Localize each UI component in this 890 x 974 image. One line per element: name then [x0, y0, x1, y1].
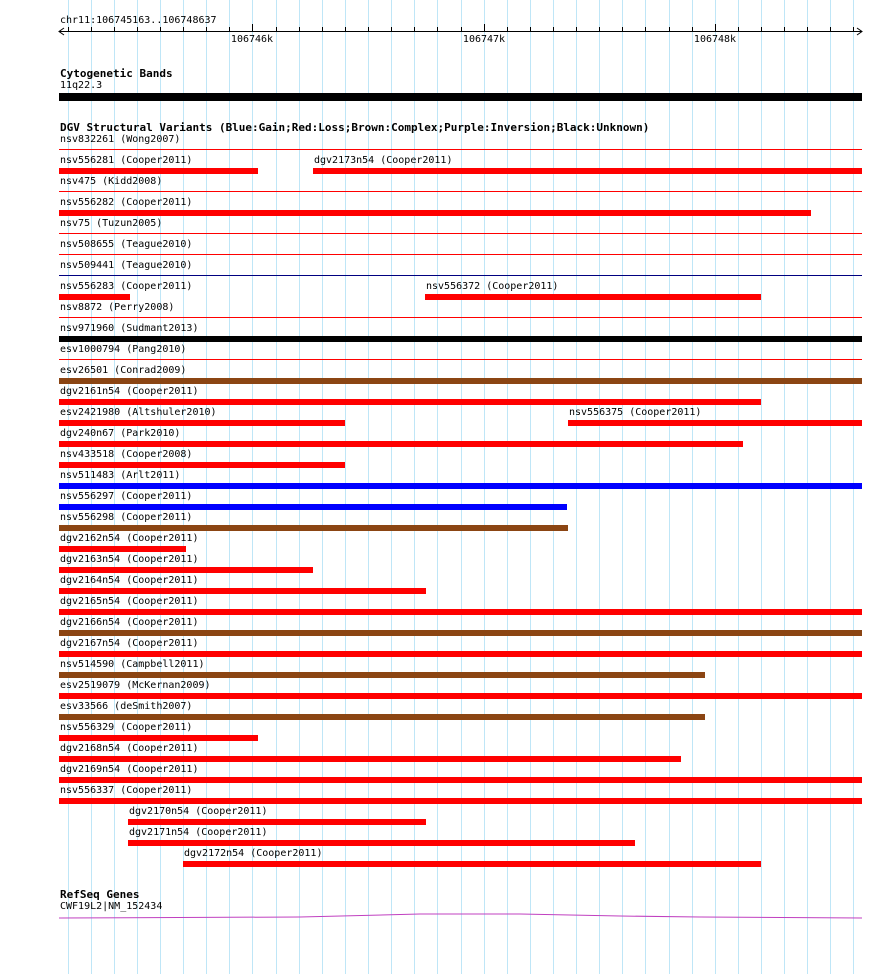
variant-bar[interactable]	[59, 462, 345, 468]
variant-bar[interactable]	[59, 651, 862, 657]
variant-bar[interactable]	[59, 777, 862, 783]
variant-bar[interactable]	[568, 420, 862, 426]
variant-bar[interactable]	[59, 168, 258, 174]
variant-bar[interactable]	[59, 714, 705, 720]
variant-line[interactable]	[59, 317, 862, 318]
variant-bar[interactable]	[59, 525, 568, 531]
variant-label[interactable]: dgv2167n54 (Cooper2011)	[60, 638, 199, 649]
variant-label[interactable]: esv2421980 (Altshuler2010)	[60, 407, 217, 418]
variant-bar[interactable]	[59, 588, 426, 594]
variant-bar[interactable]	[59, 378, 862, 384]
variant-label[interactable]: nsv556297 (Cooper2011)	[60, 491, 193, 502]
variant-label[interactable]: nsv509441 (Teague2010)	[60, 260, 193, 271]
variant-line[interactable]	[59, 359, 862, 360]
variant-label[interactable]: nsv556375 (Cooper2011)	[569, 407, 702, 418]
variant-bar[interactable]	[59, 630, 862, 636]
variant-label[interactable]: nsv8872 (Perry2008)	[60, 302, 175, 313]
variant-label[interactable]: nsv556337 (Cooper2011)	[60, 785, 193, 796]
region-label: chr11:106745163..106748637	[60, 15, 217, 26]
variant-bar[interactable]	[59, 504, 567, 510]
cytoband-track-title: Cytogenetic Bands	[60, 67, 173, 80]
variant-label[interactable]: esv2519079 (McKernan2009)	[60, 680, 211, 691]
variant-bar[interactable]	[183, 861, 761, 867]
variant-bar[interactable]	[313, 168, 862, 174]
variant-label[interactable]: nsv556298 (Cooper2011)	[60, 512, 193, 523]
variant-label[interactable]: esv33566 (deSmith2007)	[60, 701, 193, 712]
variant-bar[interactable]	[59, 483, 862, 489]
variant-bar[interactable]	[59, 399, 761, 405]
variant-label[interactable]: nsv556372 (Cooper2011)	[426, 281, 559, 292]
variant-line[interactable]	[59, 254, 862, 255]
variant-line[interactable]	[59, 275, 862, 276]
variant-bar[interactable]	[59, 210, 811, 216]
variant-label[interactable]: nsv475 (Kidd2008)	[60, 176, 163, 187]
variant-bar[interactable]	[128, 840, 635, 846]
cytoband-bar[interactable]	[59, 93, 862, 101]
variant-label[interactable]: nsv556329 (Cooper2011)	[60, 722, 193, 733]
variant-label[interactable]: nsv971960 (Sudmant2013)	[60, 323, 199, 334]
cytoband-label[interactable]: 11q22.3	[60, 80, 103, 91]
variant-bar[interactable]	[59, 735, 258, 741]
variant-label[interactable]: nsv514590 (Campbell2011)	[60, 659, 205, 670]
variant-bar[interactable]	[59, 672, 705, 678]
ruler-tick-label: 106746k	[230, 34, 274, 45]
variant-label[interactable]: dgv2170n54 (Cooper2011)	[129, 806, 268, 817]
variant-bar[interactable]	[59, 693, 862, 699]
variant-label[interactable]: dgv2162n54 (Cooper2011)	[60, 533, 199, 544]
variant-line[interactable]	[59, 191, 862, 192]
variant-bar[interactable]	[59, 336, 862, 342]
variant-label[interactable]: esv1000794 (Pang2010)	[60, 344, 187, 355]
variant-bar[interactable]	[59, 441, 743, 447]
variant-bar[interactable]	[59, 546, 186, 552]
refseq-intron-line[interactable]	[59, 914, 862, 918]
variant-label[interactable]: dgv2164n54 (Cooper2011)	[60, 575, 199, 586]
variant-bar[interactable]	[59, 798, 862, 804]
variant-label[interactable]: dgv2173n54 (Cooper2011)	[314, 155, 453, 166]
variant-label[interactable]: esv26501 (Conrad2009)	[60, 365, 187, 376]
variant-label[interactable]: nsv433518 (Cooper2008)	[60, 449, 193, 460]
variant-label[interactable]: dgv2161n54 (Cooper2011)	[60, 386, 199, 397]
variant-line[interactable]	[59, 233, 862, 234]
variant-bar[interactable]	[59, 609, 862, 615]
variant-bar[interactable]	[59, 420, 345, 426]
variant-label[interactable]: dgv240n67 (Park2010)	[60, 428, 181, 439]
refseq-gene-label[interactable]: CWF19L2|NM_152434	[60, 901, 163, 912]
variant-label[interactable]: nsv75 (Tuzun2005)	[60, 218, 163, 229]
ruler-tick-label: 106747k	[462, 34, 506, 45]
variant-label[interactable]: dgv2168n54 (Cooper2011)	[60, 743, 199, 754]
dgv-track-title: DGV Structural Variants (Blue:Gain;Red:Loss;Brown:Complex;Purple:Inversion;Black:Unknown)	[60, 121, 650, 134]
refseq-gene-model[interactable]	[0, 908, 890, 924]
variant-label[interactable]: dgv2165n54 (Cooper2011)	[60, 596, 199, 607]
variant-bar[interactable]	[59, 567, 313, 573]
variant-label[interactable]: nsv508655 (Teague2010)	[60, 239, 193, 250]
ruler-tick-label: 106748k	[693, 34, 737, 45]
variant-label[interactable]: dgv2171n54 (Cooper2011)	[129, 827, 268, 838]
variant-label[interactable]: dgv2169n54 (Cooper2011)	[60, 764, 199, 775]
variant-line[interactable]	[59, 149, 862, 150]
variant-label[interactable]: nsv556282 (Cooper2011)	[60, 197, 193, 208]
coordinate-ruler[interactable]	[0, 0, 890, 50]
variant-bar[interactable]	[59, 756, 681, 762]
variant-bar[interactable]	[128, 819, 426, 825]
variant-label[interactable]: dgv2166n54 (Cooper2011)	[60, 617, 199, 628]
variant-label[interactable]: dgv2172n54 (Cooper2011)	[184, 848, 323, 859]
variant-bar[interactable]	[425, 294, 761, 300]
variant-label[interactable]: nsv832261 (Wong2007)	[60, 134, 181, 145]
variant-bar[interactable]	[59, 294, 130, 300]
variant-label[interactable]: nsv511483 (Arlt2011)	[60, 470, 181, 481]
variant-label[interactable]: dgv2163n54 (Cooper2011)	[60, 554, 199, 565]
variant-label[interactable]: nsv556281 (Cooper2011)	[60, 155, 193, 166]
refseq-track-title: RefSeq Genes	[60, 888, 140, 901]
variant-label[interactable]: nsv556283 (Cooper2011)	[60, 281, 193, 292]
